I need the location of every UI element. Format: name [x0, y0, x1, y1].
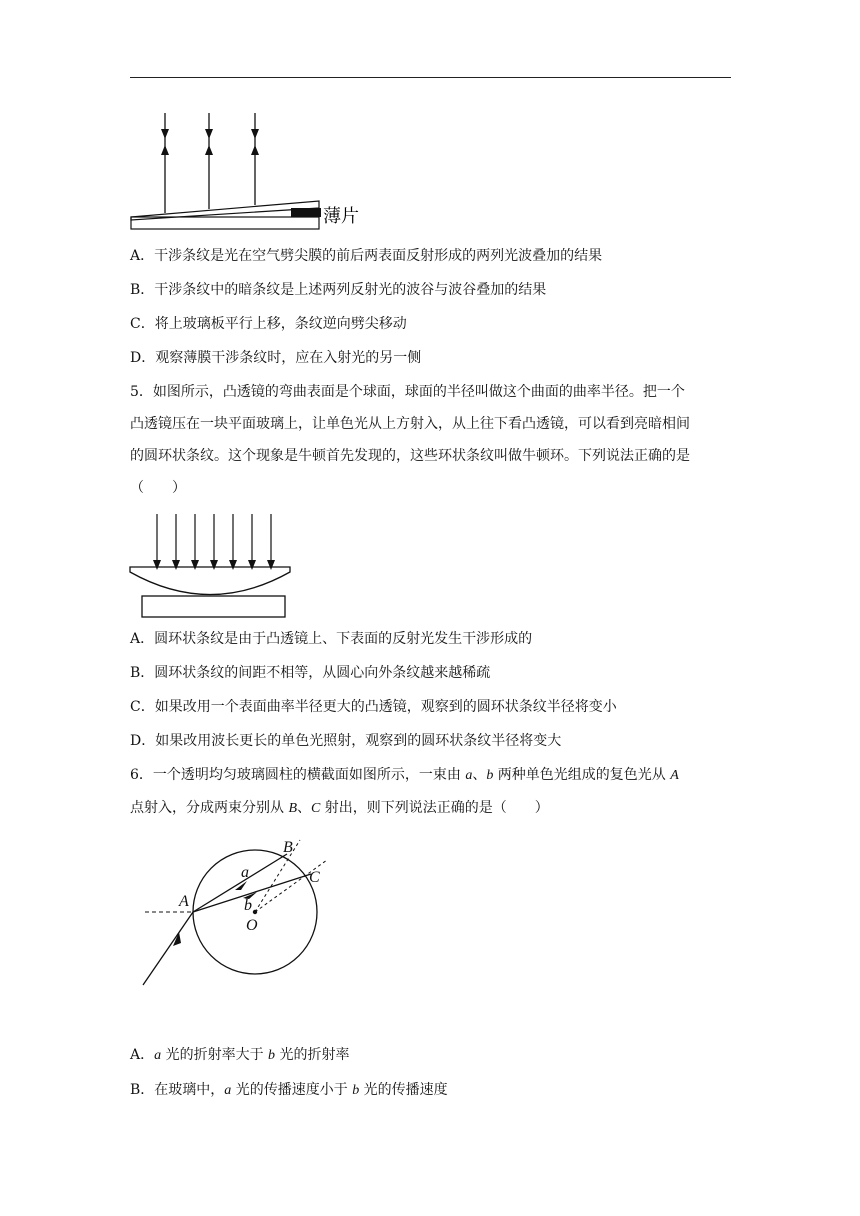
label-a: a — [241, 864, 249, 881]
label-B: B — [283, 839, 293, 856]
header-rule — [130, 77, 731, 78]
wedge-film-figure — [125, 105, 385, 235]
q5-option-c: C．如果改用一个表面曲率半径更大的凸透镜，观察到的圆环状条纹半径将变小 — [130, 699, 617, 715]
label-O: O — [246, 917, 258, 934]
q6-option-a: A．a 光的折射率大于 b 光的折射率 — [130, 1047, 350, 1063]
q5-line-1: 5．如图所示，凸透镜的弯曲表面是个球面，球面的半径叫做这个曲面的曲率半径。把一个 — [130, 384, 685, 400]
q5-option-b: B．圆环状条纹的间距不相等，从圆心向外条纹越来越稀疏 — [130, 665, 491, 681]
q4-option-d: D．观察薄膜干涉条纹时，应在入射光的另一侧 — [130, 350, 422, 366]
q5-line-3: 的圆环状条纹。这个现象是牛顿首先发现的，这些环状条纹叫做牛顿环。下列说法正确的是 — [130, 448, 690, 464]
q4-option-c: C．将上玻璃板平行上移，条纹逆向劈尖移动 — [130, 316, 407, 332]
label-C: C — [309, 869, 320, 886]
flat-glass — [142, 596, 285, 617]
q5-option-a: A．圆环状条纹是由于凸透镜上、下表面的反射光发生干涉形成的 — [130, 631, 533, 647]
q6-line-2: 点射入，分成两束分别从 B、C 射出，则下列说法正确的是（ ） — [130, 800, 549, 816]
q6-option-b: B．在玻璃中，a 光的传播速度小于 b 光的传播速度 — [130, 1082, 448, 1098]
q5-blank: （ ） — [130, 480, 186, 496]
convex-lens — [130, 567, 290, 595]
thin-sheet — [291, 208, 321, 217]
q4-option-a: A．干涉条纹是光在空气劈尖膜的前后两表面反射形成的两列光波叠加的结果 — [130, 248, 603, 264]
q4-option-b: B．干涉条纹中的暗条纹是上述两列反射光的波谷与波谷叠加的结果 — [130, 282, 547, 298]
label-b: b — [244, 897, 252, 914]
glass-cylinder-figure — [135, 830, 345, 995]
q5-option-d: D．如果改用波长更长的单色光照射，观察到的圆环状条纹半径将变大 — [130, 733, 562, 749]
thin-sheet-label: 薄片 — [323, 206, 359, 227]
label-A: A — [179, 893, 189, 910]
newton-rings-figure — [125, 510, 295, 622]
q5-stem — [130, 376, 730, 504]
q5-line-2: 凸透镜压在一块平面玻璃上，让单色光从上方射入，从上往下看凸透镜，可以看到亮暗相间 — [130, 416, 690, 432]
q6-line-1: 6．一个透明均匀玻璃圆柱的横截面如图所示，一束由 a、b 两种单色光组成的复色光从 A — [130, 767, 679, 783]
